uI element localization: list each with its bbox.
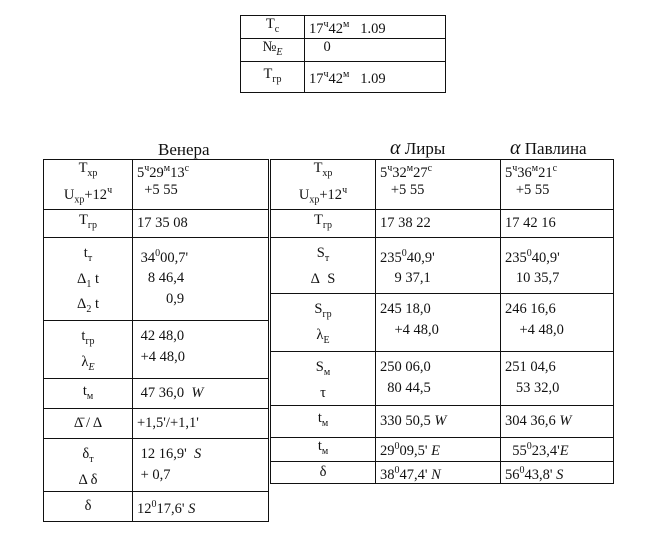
pavo-value: $55^023,4'E$ <box>501 437 614 461</box>
table-row <box>271 209 614 237</box>
table-row <box>241 38 446 61</box>
row-label: $t_м$ <box>271 405 376 437</box>
alpha-symbol: α <box>510 137 521 159</box>
row-label: $t_т$ $\Delta_1$ t $\Delta_2$ t <box>44 237 133 321</box>
pavo-header <box>510 137 587 160</box>
pavo-value: $56^043,8'$ S <box>501 461 614 484</box>
table-row <box>44 237 269 321</box>
table-row <box>44 491 269 521</box>
row-label: $T_{гр}$ <box>271 209 376 237</box>
venus-header: Венера <box>158 140 210 159</box>
row-label: $\delta_т$ Δ δ <box>44 439 133 492</box>
row-value: +1,5'/+1,1' <box>133 409 269 439</box>
row-value: 12 16,9' S + 0,7 <box>133 439 269 492</box>
table-row <box>271 461 614 484</box>
table-row <box>44 409 269 439</box>
lyra-value: $38^047,4'$ N <box>376 461 501 484</box>
row-label: $T_{гр}$ <box>241 61 305 92</box>
pavo-value: 17 42 16 <box>501 209 614 237</box>
pavo-value: 304 36,6 W <box>501 405 614 437</box>
table-row <box>271 160 614 210</box>
pavo-value: 251 04,6 53 32,0 <box>501 351 614 405</box>
row-label: δ <box>44 491 133 521</box>
lyra-value: 250 06,0 80 44,5 <box>376 351 501 405</box>
pavo-name: Павлина <box>524 139 587 158</box>
table-row <box>241 16 446 39</box>
row-value: $5^ч29^м13^с$ +5 55 <box>133 160 269 210</box>
row-value: $17^ч42^м$ 1.09 <box>305 16 446 39</box>
table-row <box>241 61 446 92</box>
row-value: 47 36,0 W <box>133 379 269 409</box>
table-row <box>44 439 269 492</box>
top-table <box>240 15 446 93</box>
pavo-value: 246 16,6 +4 48,0 <box>501 293 614 351</box>
row-label: $T_{хр}$ $U_{хр}+12^ч$ <box>44 160 133 210</box>
row-value: 17 35 08 <box>133 209 269 237</box>
venus-table <box>43 159 269 522</box>
alpha-symbol: α <box>390 137 401 159</box>
lyra-value: $5^ч32^м27^с$ +5 55 <box>376 160 501 210</box>
row-label: $t_м$ <box>44 379 133 409</box>
row-value: $12^017,6'$ S <box>133 491 269 521</box>
row-label: $T_{хр}$ $U_{хр}+12^ч$ <box>271 160 376 210</box>
row-label: Δ̄ / Δ <box>44 409 133 439</box>
table-row <box>271 293 614 351</box>
lyra-header <box>390 137 445 160</box>
row-label: $t_{гр}$ $\lambda_E$ <box>44 321 133 379</box>
pavo-value: $5^ч36^м21^с$ +5 55 <box>501 160 614 210</box>
table-row <box>271 405 614 437</box>
lyra-value: $29^009,5'$ E <box>376 437 501 461</box>
row-value: $17^ч42^м$ 1.09 <box>305 61 446 92</box>
table-row <box>44 321 269 379</box>
lyra-value: 17 38 22 <box>376 209 501 237</box>
table-row <box>271 437 614 461</box>
row-label: $S_{гр}$ $\lambda_E$ <box>271 293 376 351</box>
row-value: 0 <box>305 38 446 61</box>
row-label: $T_{гр}$ <box>44 209 133 237</box>
pavo-value: $235^040,9'$ 10 35,7 <box>501 237 614 293</box>
table-row <box>271 237 614 293</box>
row-label: $№_E$ <box>241 38 305 61</box>
row-label: $S_м$ τ <box>271 351 376 405</box>
table-row <box>271 351 614 405</box>
table-row <box>44 379 269 409</box>
lyra-value: $235^040,9'$ 9 37,1 <box>376 237 501 293</box>
row-label: $t_м$ <box>271 437 376 461</box>
row-value: 42 48,0 +4 48,0 <box>133 321 269 379</box>
row-label: $T_c$ <box>241 16 305 39</box>
stars-table <box>270 159 614 484</box>
table-row <box>44 209 269 237</box>
table-row <box>44 160 269 210</box>
row-label: $S_т$ Δ S <box>271 237 376 293</box>
lyra-name: Лиры <box>404 139 446 158</box>
lyra-value: 330 50,5 W <box>376 405 501 437</box>
lyra-value: 245 18,0 +4 48,0 <box>376 293 501 351</box>
row-value: $34^000,7'$ 8 46,4 0,9 <box>133 237 269 321</box>
row-label: δ <box>271 461 376 484</box>
